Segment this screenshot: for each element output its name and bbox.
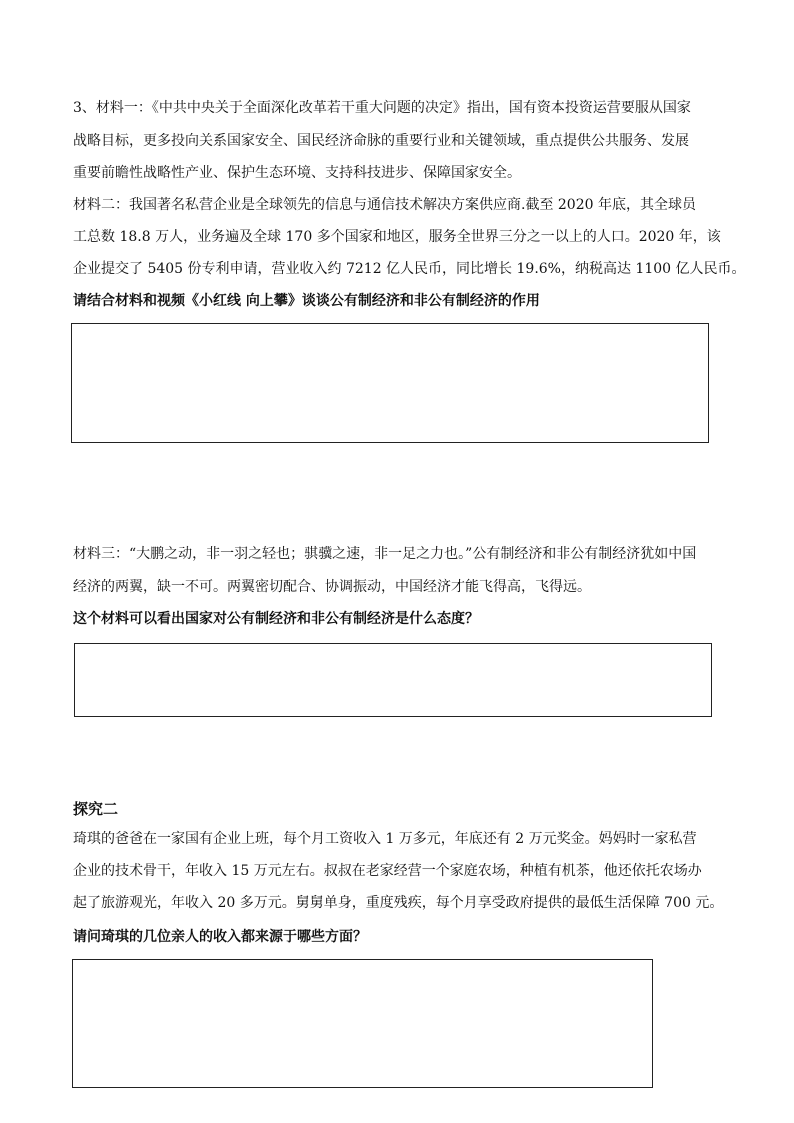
answer-box-3[interactable]	[72, 959, 653, 1088]
explore2-line-3: 起了旅游观光，年收入 20 多万元。舅舅单身，重度残疾，每个月享受政府提供的最低生活保障 700 元。	[73, 895, 724, 911]
question-2: 这个材料可以看出国家对公有制经济和非公有制经济是什么态度？	[73, 611, 479, 627]
section-heading: 探究二	[73, 800, 119, 818]
material3-line-1: 材料三：“大鹏之动，非一羽之轻也；骐骥之速，非一足之力也。”公有制经济和非公有制经济犹如中国	[73, 546, 697, 562]
material1-line-3: 重要前瞻性战略性产业、保护生态环境、支持科技进步、保障国家安全。	[73, 165, 521, 181]
answer-box-1[interactable]	[71, 323, 709, 443]
material1-line-1: 3、材料一：《中共中央关于全面深化改革若干重大问题的决定》指出，国有资本投资运营要服从国家	[73, 100, 691, 116]
material3-line-2: 经济的两翼，缺一不可。两翼密切配合、协调振动，中国经济才能飞得高，飞得远。	[73, 579, 591, 595]
material2-line-3: 企业提交了 5405 份专利申请，营业收入约 7212 亿人民币，同比增长 19.6%，纳税高达 1100 亿人民币。	[73, 261, 746, 277]
material1-line-2: 战略目标，更多投向关系国家安全、国民经济命脉的重要行业和关键领域，重点提供公共服务、发展	[73, 133, 689, 149]
explore2-line-1: 琦琪的爸爸在一家国有企业上班，每个月工资收入 1 万多元，年底还有 2 万元奖金。妈妈时一家私营	[73, 831, 697, 847]
question-1: 请结合材料和视频《小红线 向上攀》谈谈公有制经济和非公有制经济的作用	[73, 293, 540, 309]
material2-line-1: 材料二：我国著名私营企业是全球领先的信息与通信技术解决方案供应商.截至 2020 年底，其全球员	[73, 197, 696, 213]
question-3: 请问琦琪的几位亲人的收入都来源于哪些方面？	[73, 929, 367, 945]
answer-box-2[interactable]	[74, 643, 712, 717]
explore2-line-2: 企业的技术骨干，年收入 15 万元左右。叔叔在老家经营一个家庭农场，种植有机茶，他还依托农场办	[73, 863, 702, 879]
material2-line-2: 工总数 18.8 万人，业务遍及全球 170 多个国家和地区，服务全世界三分之一以上的人口。2020 年，该	[73, 229, 721, 245]
